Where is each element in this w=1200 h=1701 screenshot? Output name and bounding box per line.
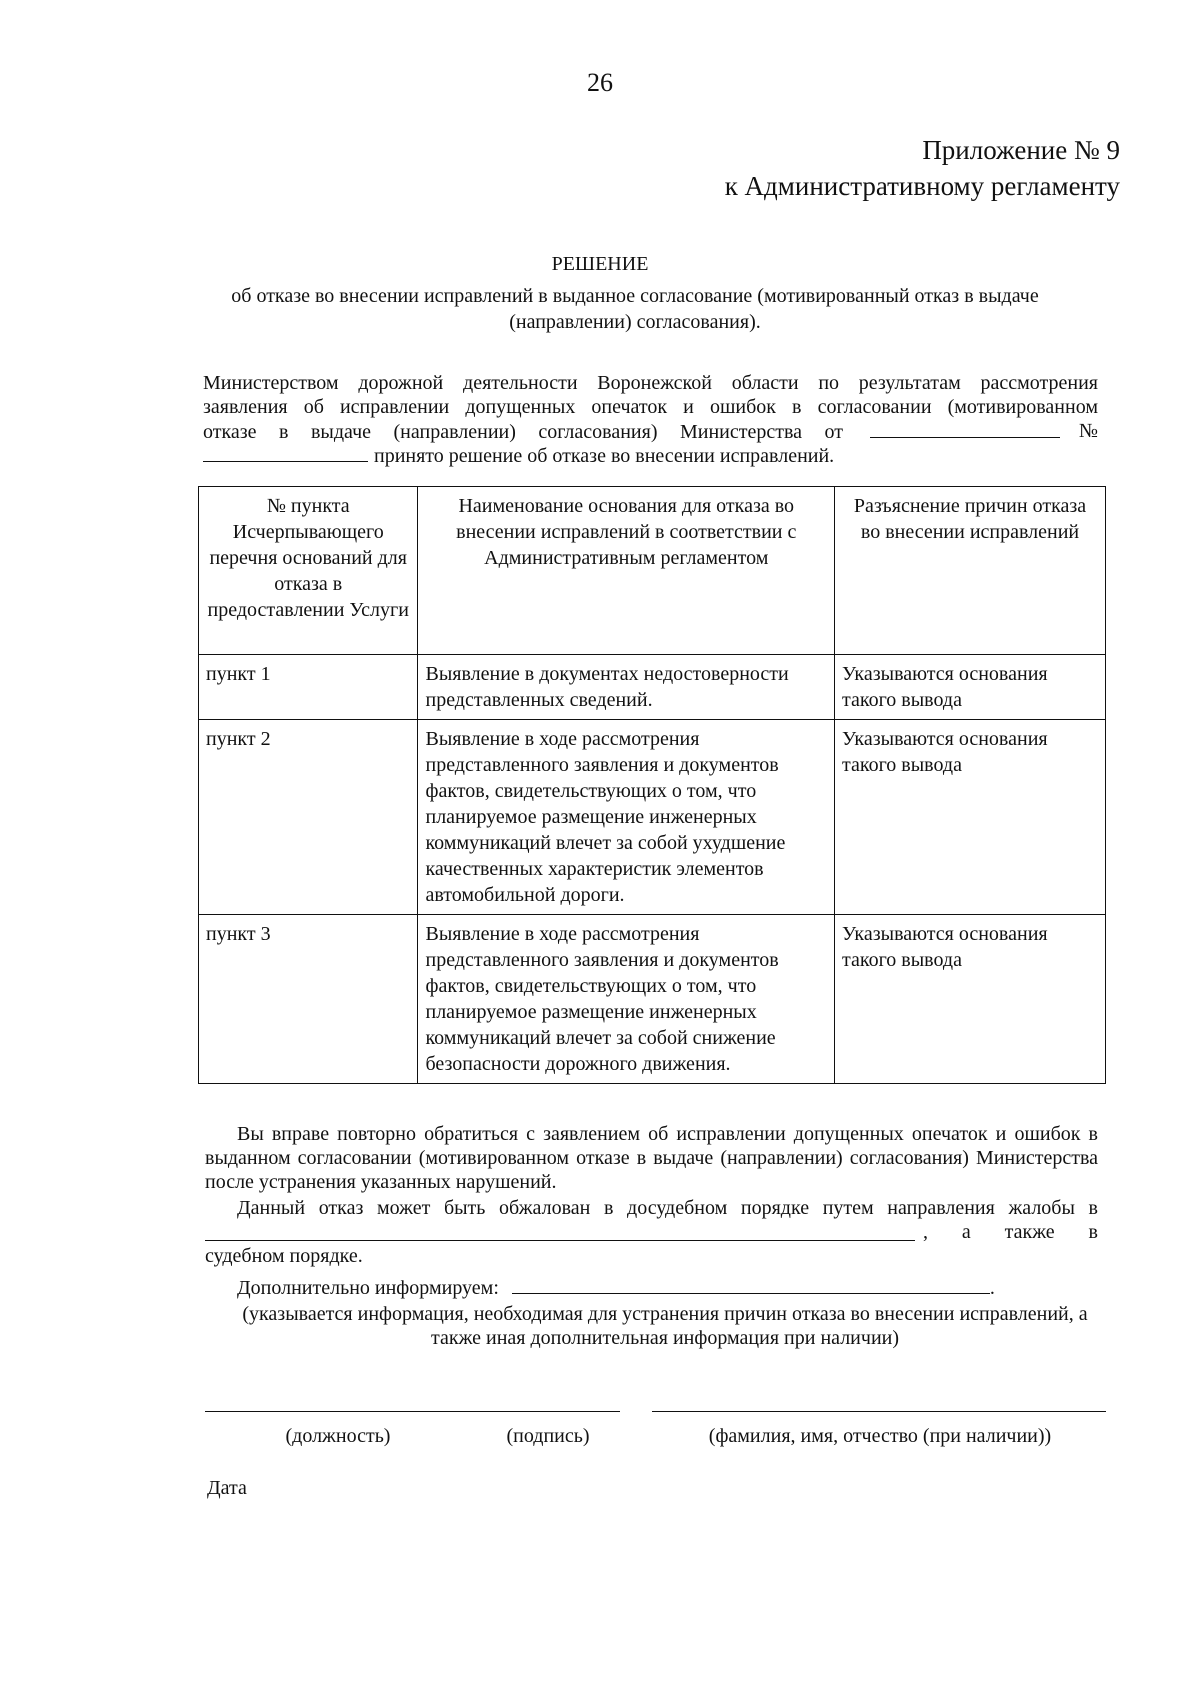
row-point: пункт 1 [199,655,418,720]
repeat-application-note: Вы вправе повторно обратиться с заявлением об исправлении допущенных опечаток и ошибок в выданном согласовании (мотивированном отказе в выдаче (направлении) согласования) Министерства после устранения указанных нарушений. [205,1123,1098,1193]
position-signature-line [205,1410,620,1412]
appeal-line-1: Данный отказ может быть обжалован в досудебном порядке путем направления жалобы в [237,1197,1098,1219]
additional-info-line [237,1275,1097,1300]
appendix-number: Приложение № 9 [922,135,1120,165]
table-header-row [199,487,1106,655]
date-label: Дата [207,1477,247,1499]
additional-info-end: . [989,1277,995,1299]
header-point-number: № пункта Исчерпывающего перечня оснований для отказа в предоставлении Услуги [199,487,418,655]
intro-line-3 [203,419,1098,443]
appendix-header [725,132,1120,204]
document-subtitle: об отказе во внесении исправлений в выданное согласование (мотивированный отказ в выдаче (направлении) согласования). [231,285,1039,333]
header-ground-name: Наименование основания для отказа во внесении исправлений в соответствии с Административным регламентом [418,487,835,655]
table-row [199,720,1106,915]
row-ground: Выявление в ходе рассмотрения представленного заявления и документов фактов, свидетельствующих о том, что планируемое размещение инженерных коммуникаций влечет за собой снижение безопасности дорожного движения. [418,915,835,1084]
page-number: 26 [587,68,613,97]
intro-line-4 [203,443,1098,467]
appeal-line-3: судебном порядке. [205,1245,363,1267]
row-point: пункт 3 [199,915,418,1084]
table-row [199,915,1106,1084]
appeal-line-2 [205,1220,1098,1244]
position-label: (должность) [285,1425,391,1447]
appeal-line-2-tail: , а также в [923,1221,1098,1243]
appeal-paragraph [205,1196,1098,1268]
header-explanation: Разъяснение причин отказа во внесении исправлений [835,487,1106,655]
additional-info-hint: (указывается информация, необходимая для устранения причин отказа во внесении исправлений, а также иная дополнительная информация при наличии) [242,1303,1088,1349]
row-explanation: Указываются основания такого вывода [835,720,1106,915]
row-point: пункт 2 [199,720,418,915]
document-title: РЕШЕНИЕ [551,253,649,275]
appeal-authority-blank [205,1222,915,1241]
row-ground: Выявление в ходе рассмотрения представленного заявления и документов фактов, свидетельствующих о том, что планируемое размещение инженерных коммуникаций влечет за собой ухудшение качественных характеристик элементов автомобильной дороги. [418,720,835,915]
intro-line-2: заявления об исправлении допущенных опечаток и ошибок в согласовании (мотивированном [203,396,1098,418]
intro-line-3-text: отказе в выдаче (направлении) согласования) Министерства от [203,421,843,443]
additional-info-blank [512,1275,990,1294]
intro-paragraph [203,371,1098,467]
full-name-label: (фамилия, имя, отчество (при наличии)) [708,1425,1052,1447]
intro-line-1: Министерством дорожной деятельности Воронежской области по результатам рассмотрения [203,372,1098,394]
additional-info-label: Дополнительно информируем: [237,1277,499,1299]
refusal-grounds-table [198,486,1106,1084]
row-explanation: Указываются основания такого вывода [835,655,1106,720]
table-row [199,655,1106,720]
intro-line-4-text: принято решение об отказе во внесении исправлений. [374,445,835,467]
number-sign: № [1078,420,1098,442]
row-explanation: Указываются основания такого вывода [835,915,1106,1084]
signature-label: (подпись) [506,1425,590,1447]
name-signature-line [652,1410,1106,1412]
row-ground: Выявление в документах недостоверности представленных сведений. [418,655,835,720]
appendix-reference: к Административному регламенту [724,171,1120,201]
decision-date-blank [870,419,1060,438]
decision-number-blank [203,443,368,462]
